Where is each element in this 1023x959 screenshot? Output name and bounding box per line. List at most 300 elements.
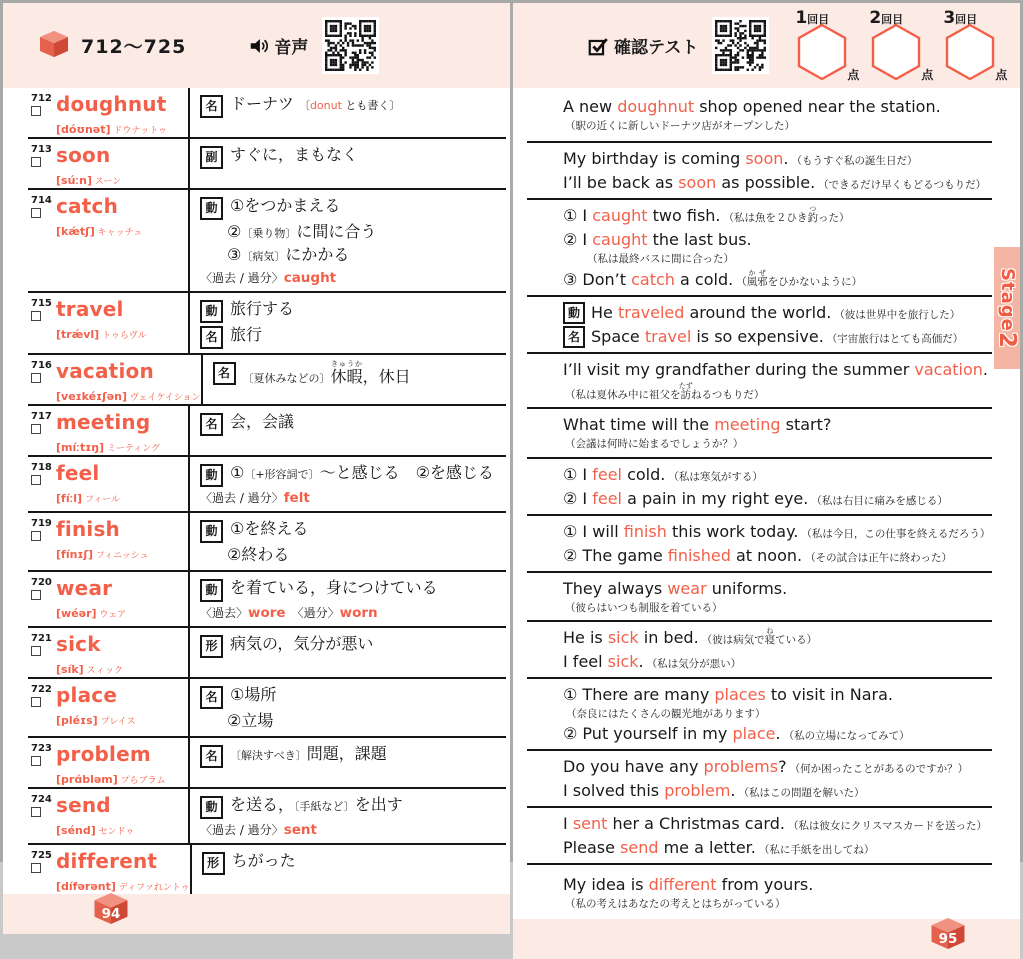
right-page-footer — [513, 919, 1020, 959]
sentence-english: ② The game finished at noon. — [563, 545, 803, 565]
headword: meeting — [56, 409, 151, 434]
definition-text: ①を終える — [230, 518, 309, 538]
sentence-english: My birthday is coming soon. — [563, 149, 789, 168]
cube-icon — [39, 30, 69, 62]
sentence-translation: （私は彼女にクリスマスカードを送った） — [787, 820, 988, 833]
entry-checkbox — [31, 590, 41, 600]
pronunciation: [fínɪʃ] フィニッシュ — [56, 547, 149, 561]
sentence-english: I feel sick. — [563, 651, 644, 671]
definition-line — [200, 144, 500, 169]
sentence-english: Please send me a letter. — [563, 838, 756, 858]
entry-number: 719 — [31, 517, 52, 529]
sentence-translation: （会議は何時に始まるでしょうか？） — [565, 438, 744, 451]
sentence-english: They always wear uniforms. — [563, 578, 788, 598]
pronunciation: [wéər] ウェア — [56, 606, 127, 620]
example-row — [527, 409, 992, 458]
example-row — [527, 143, 992, 200]
highlighted-word: wore — [248, 604, 286, 621]
example-list — [513, 88, 1020, 919]
sentence-translation: （私は寒気がする） — [668, 470, 763, 483]
highlighted-word: problems — [703, 757, 779, 777]
vocab-meaning-cell — [188, 293, 506, 353]
right-page-header — [513, 3, 1020, 88]
sentence-translation: （彼は病気で寝ねている） — [701, 626, 818, 646]
score-unit: 点 — [921, 67, 934, 82]
definition-line — [200, 93, 500, 118]
entry-number: 720 — [31, 576, 52, 588]
pos-box: 名 — [200, 413, 223, 436]
example-sentence — [563, 520, 992, 544]
entry-checkbox — [31, 106, 41, 116]
vocab-meaning-cell — [188, 406, 506, 455]
example-row — [527, 751, 992, 808]
sentence-translation: （私に手紙を出してね） — [758, 844, 875, 857]
pronunciation: [sík] スィック — [56, 662, 123, 676]
entry-number: 715 — [31, 297, 52, 309]
past-form-note: 〈過去 / 過分〉caught — [200, 269, 337, 286]
example-row — [527, 573, 992, 622]
small-note: 〔乗り物〕 — [241, 227, 297, 240]
entry-number: 718 — [31, 461, 52, 473]
sentence-english: I’ll be back as soon as possible. — [563, 173, 816, 192]
pos-box: 動 — [200, 464, 223, 487]
entry-number: 712 — [31, 93, 52, 104]
score-attempt — [869, 6, 934, 86]
highlighted-word: caught — [592, 230, 648, 249]
definition-line — [200, 195, 500, 220]
score-attempt — [795, 6, 860, 86]
sentence-english: I sent her a Christmas card. — [563, 814, 785, 834]
definition-line — [200, 544, 500, 566]
small-note: 〔解決すべき〕 — [230, 749, 307, 763]
stage-tab — [994, 247, 1020, 369]
headword: vacation — [56, 358, 154, 383]
definition-line — [213, 360, 500, 388]
example-sentence — [563, 228, 992, 252]
vocab-word-cell — [28, 139, 188, 188]
example-sentence — [563, 325, 992, 349]
vocab-meaning-cell — [190, 845, 506, 894]
entry-checkbox — [31, 646, 41, 656]
entry-checkbox — [31, 157, 41, 167]
score-attempt — [943, 6, 1008, 86]
vocab-word-cell — [28, 88, 188, 137]
vocab-entry — [28, 628, 506, 679]
audio-qr-code — [322, 17, 379, 74]
pos-box: 形 — [200, 635, 223, 658]
example-sentence — [563, 812, 992, 836]
score-unit: 点 — [995, 67, 1008, 82]
entry-number: 717 — [31, 410, 52, 422]
definition-text: ②立場 — [227, 710, 274, 730]
sentence-english: Space travel is so expensive. — [591, 327, 824, 347]
example-row — [527, 865, 992, 919]
vocab-word-cell — [28, 738, 188, 787]
headword: send — [56, 793, 111, 818]
vocab-word-cell — [28, 190, 188, 291]
sentence-english: ① I feel cold. — [563, 464, 666, 484]
sentence-translation: （私の考えはあなたの考えとはちがっている） — [565, 897, 786, 910]
highlighted-word: problem — [664, 781, 731, 801]
definition-line — [200, 298, 500, 323]
pos-box: 動 — [200, 300, 223, 323]
example-row — [527, 200, 992, 297]
highlighted-word: travel — [644, 327, 692, 347]
sentence-translation: （何か困ったことがあるのですか？） — [789, 763, 969, 776]
example-sentence — [563, 268, 992, 292]
svg-text:95: 95 — [938, 932, 958, 948]
pronunciation: [dóʊnət] ドウナットゥ — [56, 123, 168, 136]
sentence-translation: （宇宙旅行はとても高価だ） — [826, 333, 964, 346]
vocab-entry — [28, 406, 506, 457]
definition-line — [200, 411, 500, 436]
sentence-translation: （私は今日，この仕事を終えるだろう） — [801, 527, 991, 540]
definition-text: を着ている，身につけている — [230, 577, 438, 597]
headword: soon — [56, 143, 111, 167]
pos-box: 副 — [200, 146, 223, 169]
definition-line — [200, 324, 500, 349]
sentence-translation: （風邪かぜをひかないように） — [736, 269, 863, 289]
headword: feel — [56, 460, 100, 485]
pronunciation: [súːn] スーン — [56, 174, 122, 187]
definition-line — [200, 244, 500, 266]
sentence-english: He traveled around the world. — [591, 303, 832, 323]
entry-checkbox — [31, 208, 41, 218]
definition-text: ①をつかまえる — [230, 196, 341, 215]
example-sentence — [563, 544, 992, 568]
pos-box: 動 — [200, 796, 223, 819]
stage-tab-label: Stage2 — [994, 267, 1020, 349]
example-sentence — [563, 147, 992, 171]
right-page — [513, 3, 1020, 948]
past-form-note: 〈過去〉wore 〈過分〉worn — [200, 604, 378, 621]
attempt-label: 2回目 — [869, 7, 904, 28]
highlighted-word: place — [732, 724, 776, 744]
vocab-entry — [28, 139, 506, 190]
headword: different — [56, 849, 158, 874]
definition-line — [200, 710, 500, 732]
definition-text: 旅行 — [230, 324, 263, 344]
small-note: 〔donut とも書く〕 — [298, 99, 401, 112]
entry-number: 723 — [31, 743, 52, 755]
vocab-word-cell — [28, 679, 188, 736]
example-row — [527, 622, 992, 679]
example-sentence — [563, 683, 992, 723]
highlighted-word: finished — [667, 545, 731, 565]
checkbox-check-icon — [587, 35, 609, 57]
definition-text: ②〔乗り物〕に間に合う — [227, 222, 377, 241]
example-sentence — [563, 171, 992, 195]
definition-line — [200, 633, 500, 658]
highlighted-word: caught — [592, 206, 648, 225]
small-note: 〔夏休みなどの〕 — [242, 371, 331, 385]
pos-box: 名 — [200, 326, 223, 349]
example-sentence — [563, 358, 992, 382]
score-hexagon — [795, 23, 849, 81]
example-row — [527, 516, 992, 573]
example-sentence — [563, 577, 992, 601]
vocab-meaning-cell — [188, 738, 506, 787]
pos-box: 動 — [200, 579, 223, 602]
vocab-meaning-cell — [188, 679, 506, 736]
pronunciation: [míːtɪŋ] ミーティング — [56, 440, 161, 454]
entry-checkbox — [31, 863, 41, 873]
example-row — [527, 354, 992, 409]
example-sentence — [563, 487, 992, 511]
highlighted-word: soon — [678, 173, 717, 192]
sentence-translation: （彼らはいつも制服を着ている） — [565, 601, 723, 614]
headword: sick — [56, 631, 101, 656]
highlighted-word: traveled — [617, 303, 685, 323]
sentence-english: I solved this problem. — [563, 781, 736, 801]
vocab-meaning-cell — [188, 572, 506, 626]
sentence-english: ① There are many places to visit in Nara. — [563, 684, 893, 704]
example-sentence — [563, 722, 992, 746]
definition-text: 旅行する — [230, 298, 295, 318]
pronunciation: [pléɪs] プレイス — [56, 713, 136, 727]
vocab-meaning-cell — [188, 139, 506, 188]
highlighted-word: worn — [339, 604, 378, 621]
audio-label: 音声 — [274, 38, 309, 58]
sentence-translation: （私は夏休み中に祖父を訪たずねるつもりだ） — [565, 382, 765, 402]
sentence-english: ③ Don’t catch a cold. — [563, 270, 734, 290]
definition-text: 〔夏休みなどの〕休暇きゅうか，休日 — [242, 359, 411, 386]
highlighted-word: soon — [745, 149, 784, 168]
definition-text: ①場所 — [230, 684, 277, 704]
vocab-entry — [28, 293, 506, 355]
vocab-word-cell — [28, 513, 188, 570]
sentence-english: ② I feel a pain in my right eye. — [563, 488, 809, 508]
definition-text: ②終わる — [227, 544, 290, 564]
definition-text: 会，会議 — [230, 411, 295, 431]
example-sentence — [563, 873, 992, 897]
example-row — [527, 88, 992, 143]
pronunciation: [kǽtʃ] キャッチュ — [56, 225, 143, 238]
vocab-meaning-cell — [188, 513, 506, 570]
vocab-meaning-cell — [188, 628, 506, 677]
sentence-english: ① I caught two fish. — [563, 206, 721, 225]
vocab-word-cell — [28, 572, 188, 626]
pos-box: 動 — [200, 520, 223, 543]
left-page-header — [3, 3, 510, 88]
vocab-entry — [28, 845, 506, 894]
definition-line — [200, 794, 500, 819]
definition-line — [200, 518, 500, 543]
definition-text: ドーナツ 〔donut とも書く〕 — [230, 94, 401, 113]
highlighted-word: doughnut — [617, 96, 695, 116]
sentence-english: Do you have any problems? — [563, 757, 787, 777]
definition-text: ③〔病気〕にかかる — [227, 245, 350, 265]
example-sentence — [563, 650, 992, 674]
highlighted-word: finish — [623, 521, 667, 541]
test-label: 確認テスト — [614, 38, 699, 58]
headword: doughnut — [56, 92, 167, 116]
sentence-translation: （私の立場になってみて） — [783, 730, 910, 743]
score-attempts — [795, 6, 1008, 86]
score-hexagon — [943, 23, 997, 81]
entry-number: 721 — [31, 632, 52, 644]
entry-number: 714 — [31, 195, 52, 206]
svg-text:94: 94 — [101, 906, 121, 922]
vocab-meaning-cell — [188, 457, 506, 511]
sentence-translation: （私はこの問題を解いた） — [738, 787, 865, 800]
left-page — [3, 3, 513, 922]
vocab-entry — [28, 679, 506, 738]
definition-line — [202, 850, 500, 875]
score-hexagon — [869, 23, 923, 81]
headword: wear — [56, 575, 113, 600]
headword: problem — [56, 742, 151, 767]
example-row — [527, 808, 992, 865]
entry-checkbox — [31, 531, 41, 541]
example-sentence — [563, 413, 992, 437]
sentence-translation: （奈良にはたくさんの観光地があります） — [566, 707, 766, 720]
attempt-label: 1回目 — [795, 7, 830, 28]
headword: catch — [56, 194, 119, 218]
small-note: 〔手紙など〕 — [294, 800, 355, 814]
vocab-meaning-cell — [188, 190, 506, 291]
entry-checkbox — [31, 424, 41, 434]
sentence-english: What time will the meeting start? — [563, 415, 832, 435]
page-number-cube — [930, 917, 966, 954]
definition-text: すぐに，まもなく — [230, 145, 359, 164]
past-form-note: 〈過去 / 過分〉sent — [200, 822, 317, 839]
pos-box: 名 — [200, 686, 223, 709]
entry-checkbox — [31, 756, 41, 766]
sentence-translation: （私は最終バスに間に合った） — [587, 253, 734, 265]
pos-box: 名 — [200, 745, 223, 768]
pronunciation: [veɪkéɪʃən] ヴェイケイション — [56, 389, 201, 403]
example-sentence — [563, 836, 992, 860]
sentence-translation: （その試合は正午に終わった） — [805, 551, 952, 564]
score-unit: 点 — [847, 67, 860, 82]
headword: place — [56, 682, 118, 707]
sentence-english: I’ll visit my grandfather during the summer vacation. — [563, 360, 988, 380]
example-row — [527, 679, 992, 752]
vocab-entry — [28, 457, 506, 513]
highlighted-word: wear — [667, 578, 707, 598]
vocab-word-cell — [28, 628, 188, 677]
sentence-translation: （彼は世界中を旅行した） — [834, 309, 961, 322]
highlighted-word: feel — [592, 488, 622, 508]
vocab-meaning-cell — [188, 789, 506, 843]
definition-line — [200, 743, 500, 768]
entry-checkbox — [31, 807, 41, 817]
definition-text: を送る，〔手紙など〕を出す — [230, 795, 403, 815]
pronunciation: [dífərənt] ディファれントゥ — [56, 880, 190, 894]
vocab-entry — [28, 355, 506, 406]
sentence-translation: （できるだけ早くもどるつもりだ） — [818, 179, 987, 191]
example-row — [527, 459, 992, 516]
vocab-entry — [28, 789, 506, 845]
pos-box: 名 — [213, 362, 236, 385]
sentence-translation: （私は魚を２ひき釣つった） — [723, 205, 850, 224]
past-form-note: 〈過去 / 過分〉felt — [200, 489, 310, 506]
pronunciation: [prɑ́bləm] プらブラム — [56, 773, 166, 787]
example-sentence — [563, 755, 992, 779]
vocab-word-cell — [28, 355, 201, 404]
sentence-english: My idea is different from yours. — [563, 874, 814, 894]
highlighted-word: vacation — [914, 360, 983, 380]
entry-number: 713 — [31, 144, 52, 155]
vocab-meaning-cell — [188, 88, 506, 137]
pos-box: 動 — [200, 197, 223, 220]
definition-line — [200, 684, 500, 709]
vocab-word-cell — [28, 406, 188, 455]
test-group — [587, 33, 698, 58]
small-note: 〔病気〕 — [241, 250, 286, 264]
highlighted-word: different — [648, 874, 717, 894]
sentence-translation: （駅の近くに新しいドーナツ店がオープンした） — [565, 119, 795, 132]
definition-text: ちがった — [231, 851, 296, 871]
example-sentence — [563, 463, 992, 487]
pronunciation: [trǽvl] トゥらヴル — [56, 327, 147, 341]
highlighted-word: sick — [607, 627, 639, 647]
pronunciation: [fíːl] フィール — [56, 491, 121, 505]
headword: travel — [56, 296, 124, 321]
sentence-english: ② I caught the last bus. — [563, 230, 752, 249]
definition-text: ①〔+形容詞で〕〜と感じる ②を感じる — [230, 462, 494, 482]
vocab-entry — [28, 572, 506, 628]
definition-line — [200, 462, 500, 487]
entry-number: 722 — [31, 683, 52, 695]
audio-group — [248, 33, 308, 58]
attempt-label: 3回目 — [943, 7, 978, 28]
left-page-footer — [3, 894, 510, 934]
page-number-cube — [93, 892, 129, 929]
sentence-english: ① I will finish this work today. — [563, 521, 799, 541]
example-sentence — [563, 95, 992, 119]
highlighted-word: sent — [283, 822, 317, 839]
vocab-entry — [28, 513, 506, 572]
small-note: 〔+形容詞で〕 — [244, 467, 320, 481]
definition-text: 〔解決すべき〕問題，課題 — [230, 744, 387, 764]
sentence-english: ② Put yourself in my place. — [563, 724, 781, 744]
vocab-word-cell — [28, 845, 190, 894]
definition-line — [200, 577, 500, 602]
speaker-icon — [248, 35, 270, 57]
pos-box: 名 — [200, 95, 223, 118]
pos-box: 形 — [202, 852, 225, 875]
headword: finish — [56, 516, 120, 541]
example-row — [527, 297, 992, 354]
sentence-translation: （もうすぐ私の誕生日だ） — [791, 155, 918, 167]
sentence-translation: （私は気分が悪い） — [646, 657, 742, 670]
entry-checkbox — [31, 475, 41, 485]
sentence-translation: （私は右目に痛みを感じる） — [811, 494, 948, 507]
example-sentence — [563, 779, 992, 803]
vocab-word-cell — [28, 457, 188, 511]
example-sentence — [563, 301, 992, 325]
entry-number: 716 — [31, 359, 52, 371]
vocab-word-cell — [28, 789, 188, 843]
highlighted-word: places — [714, 684, 766, 704]
highlighted-word: sent — [572, 814, 608, 834]
pos-box: 名 — [563, 326, 585, 348]
highlighted-word: caught — [283, 269, 337, 286]
entry-checkbox — [31, 697, 41, 707]
vocab-word-cell — [28, 293, 188, 353]
definition-text: 病気の，気分が悪い — [230, 633, 374, 653]
highlighted-word: meeting — [714, 415, 781, 435]
highlighted-word: felt — [283, 489, 310, 506]
vocab-meaning-cell — [201, 355, 506, 404]
entry-checkbox — [31, 311, 41, 321]
highlighted-word: send — [620, 838, 659, 858]
entry-checkbox — [31, 373, 41, 383]
highlighted-word: catch — [631, 270, 675, 290]
highlighted-word: feel — [592, 464, 622, 484]
